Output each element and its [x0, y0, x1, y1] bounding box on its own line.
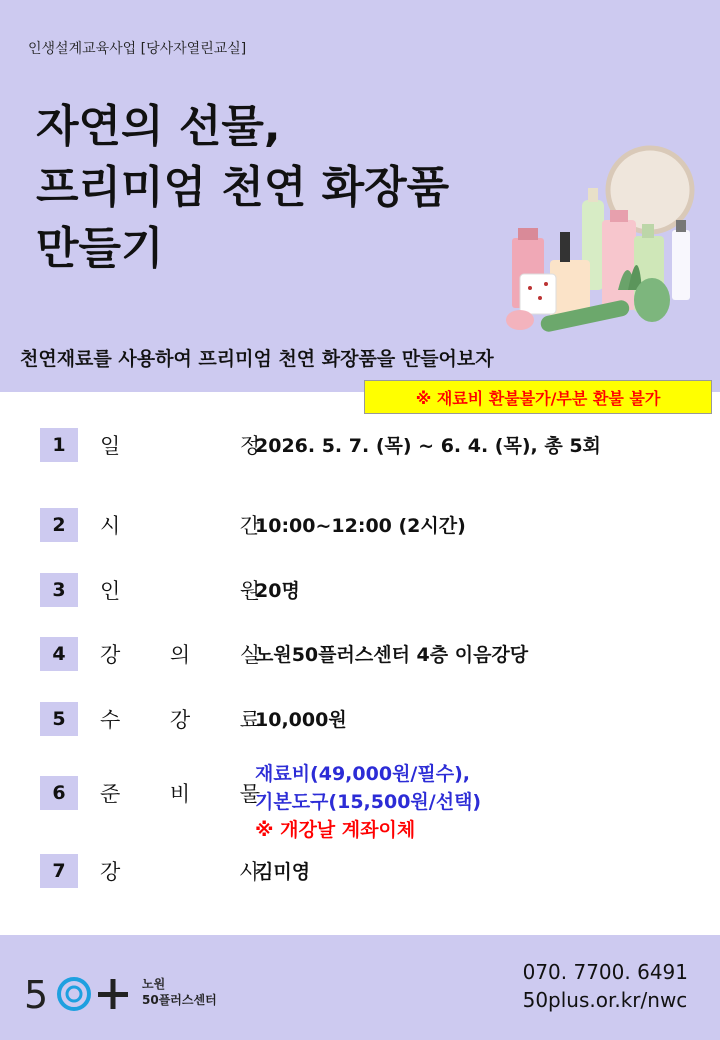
row-value: 10,000원 — [255, 709, 347, 731]
title-line-3: 만들기 — [36, 223, 164, 274]
title-line-1: 자연의 선물, — [36, 101, 281, 152]
fifty-plus-logo-icon — [24, 970, 134, 1018]
row-value: 2026. 5. 7. (목) ~ 6. 4. (목), 총 5회 — [255, 435, 601, 457]
materials-line-3: ※ 개강날 계좌이체 — [255, 819, 416, 841]
row-value: 20명 — [255, 580, 300, 602]
row-label: 일 정 — [100, 434, 260, 458]
row-label: 강 의 실 — [100, 643, 260, 667]
title-line-2: 프리미엄 천연 화장품 — [36, 162, 450, 213]
row-number: 6 — [40, 776, 78, 810]
materials-line-2: 기본도구(15,500원/선택) — [255, 791, 482, 813]
phone-number: 070. 7700. 6491 — [522, 960, 688, 984]
program-name: 인생설계교육사업 [당사자열린교실] — [28, 41, 247, 57]
row-number: 1 — [40, 428, 78, 462]
row-number: 4 — [40, 637, 78, 671]
row-label: 준 비 물 — [100, 782, 260, 806]
row-value: 노원50플러스센터 4층 이음강당 — [255, 644, 529, 666]
row-number: 3 — [40, 573, 78, 607]
refund-notice: ※ 재료비 환불불가/부분 환불 불가 — [364, 380, 712, 414]
row-label: 인 원 — [100, 579, 260, 603]
row-value: 김미영 — [255, 861, 311, 883]
svg-text:5: 5 — [24, 973, 49, 1017]
row-label: 시 간 — [100, 514, 260, 538]
materials-line-1: 재료비(49,000원/필수), — [255, 763, 470, 785]
row-number: 5 — [40, 702, 78, 736]
row-number: 7 — [40, 854, 78, 888]
subtitle: 천연재료를 사용하여 프리미엄 천연 화장품을 만들어보자 — [20, 348, 494, 370]
contact-info — [523, 958, 688, 1014]
page-title — [36, 96, 449, 279]
row-number: 2 — [40, 508, 78, 542]
row-label: 강 사 — [100, 860, 260, 884]
cosmetics-illustration — [500, 140, 712, 340]
materials-value — [255, 760, 481, 844]
row-value: 10:00~12:00 (2시간) — [255, 515, 466, 537]
center-logo — [24, 970, 224, 1018]
row-label: 수 강 료 — [100, 708, 260, 732]
website-url[interactable]: 50plus.or.kr/nwc — [522, 988, 688, 1012]
logo-center-name: 노원 50플러스센터 — [142, 977, 217, 1007]
